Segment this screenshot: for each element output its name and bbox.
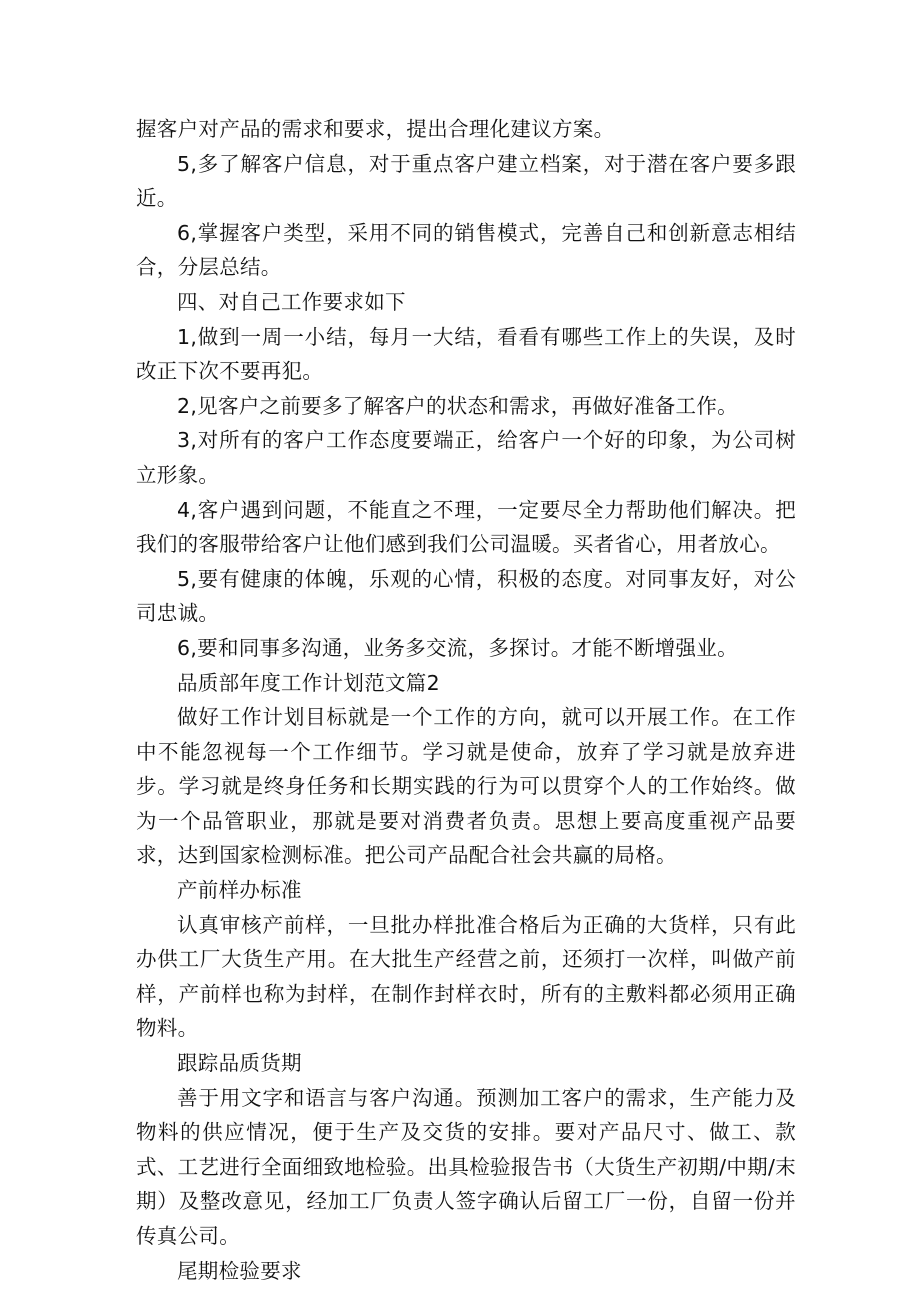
paragraph: 做好工作计划目标就是一个工作的方向，就可以开展工作。在工作中不能忽视每一个工作细节。学习就是使命，放弃了学习就是放弃进步。学习就是终身任务和长期实践的行为可以贯穿个人的工作始终。做为一个品管职业，那就是要对消费者负责。思想上要高度重视产品要求，达到国家检测标准。把公司产品配合社会共赢的局格。 — [136, 705, 796, 868]
paragraph: 2,见客户之前要多了解客户的状态和需求，再做好准备工作。 — [177, 393, 738, 418]
paragraph: 6,掌握客户类型，采用不同的销售模式，完善自己和创新意志相结合，分层总结。 — [136, 220, 796, 280]
paragraph: 4,客户遇到问题，不能直之不理，一定要尽全力帮助他们解决。把我们的客服带给客户让他们感到我们公司温暖。买者省心，用者放心。 — [136, 497, 796, 557]
paragraph: 5,要有健康的体魄，乐观的心情，积极的态度。对同事友好，对公司忠诚。 — [136, 566, 796, 626]
paragraph: 1,做到一周一小结，每月一大结，看看有哪些工作上的失误，及时改正下次不要再犯。 — [136, 324, 796, 384]
section-heading: 尾期检验要求 — [177, 1258, 302, 1283]
section-heading: 跟踪品质货期 — [177, 1051, 302, 1076]
paragraph: 5,多了解客户信息，对于重点客户建立档案，对于潜在客户要多跟近。 — [136, 151, 796, 211]
section-heading: 产前样办标准 — [177, 878, 302, 903]
section-heading: 四、对自己工作要求如下 — [177, 289, 406, 314]
article-title: 品质部年度工作计划范文篇2 — [177, 670, 440, 695]
paragraph: 3,对所有的客户工作态度要端正，给客户一个好的印象，为公司树立形象。 — [136, 428, 796, 487]
paragraph: 认真审核产前样，一旦批办样批准合格后为正确的大货样，只有此办供工厂大货生产用。在大批生产经营之前，还须打一次样，叫做产前样，产前样也称为封样，在制作封样衣时，所有的主敷料都必须用正确物料。 — [136, 912, 796, 1041]
paragraph: 握客户对产品的需求和要求，提出合理化建议方案。 — [136, 117, 615, 141]
document-body — [136, 112, 796, 1288]
paragraph: 善于用文字和语言与客户沟通。预测加工客户的需求，生产能力及物料的供应情况，便于生产及交货的安排。要对产品尺寸、做工、款式、工艺进行全面细致地检验。出具检验报告书（大货生产初期/中期/末期）及整改意见，经加工厂负责人签字确认后留工厂一份，自留一份并传真公司。 — [136, 1085, 796, 1248]
paragraph: 6,要和同事多沟通，业务多交流，多探讨。才能不断增强业。 — [177, 635, 738, 660]
